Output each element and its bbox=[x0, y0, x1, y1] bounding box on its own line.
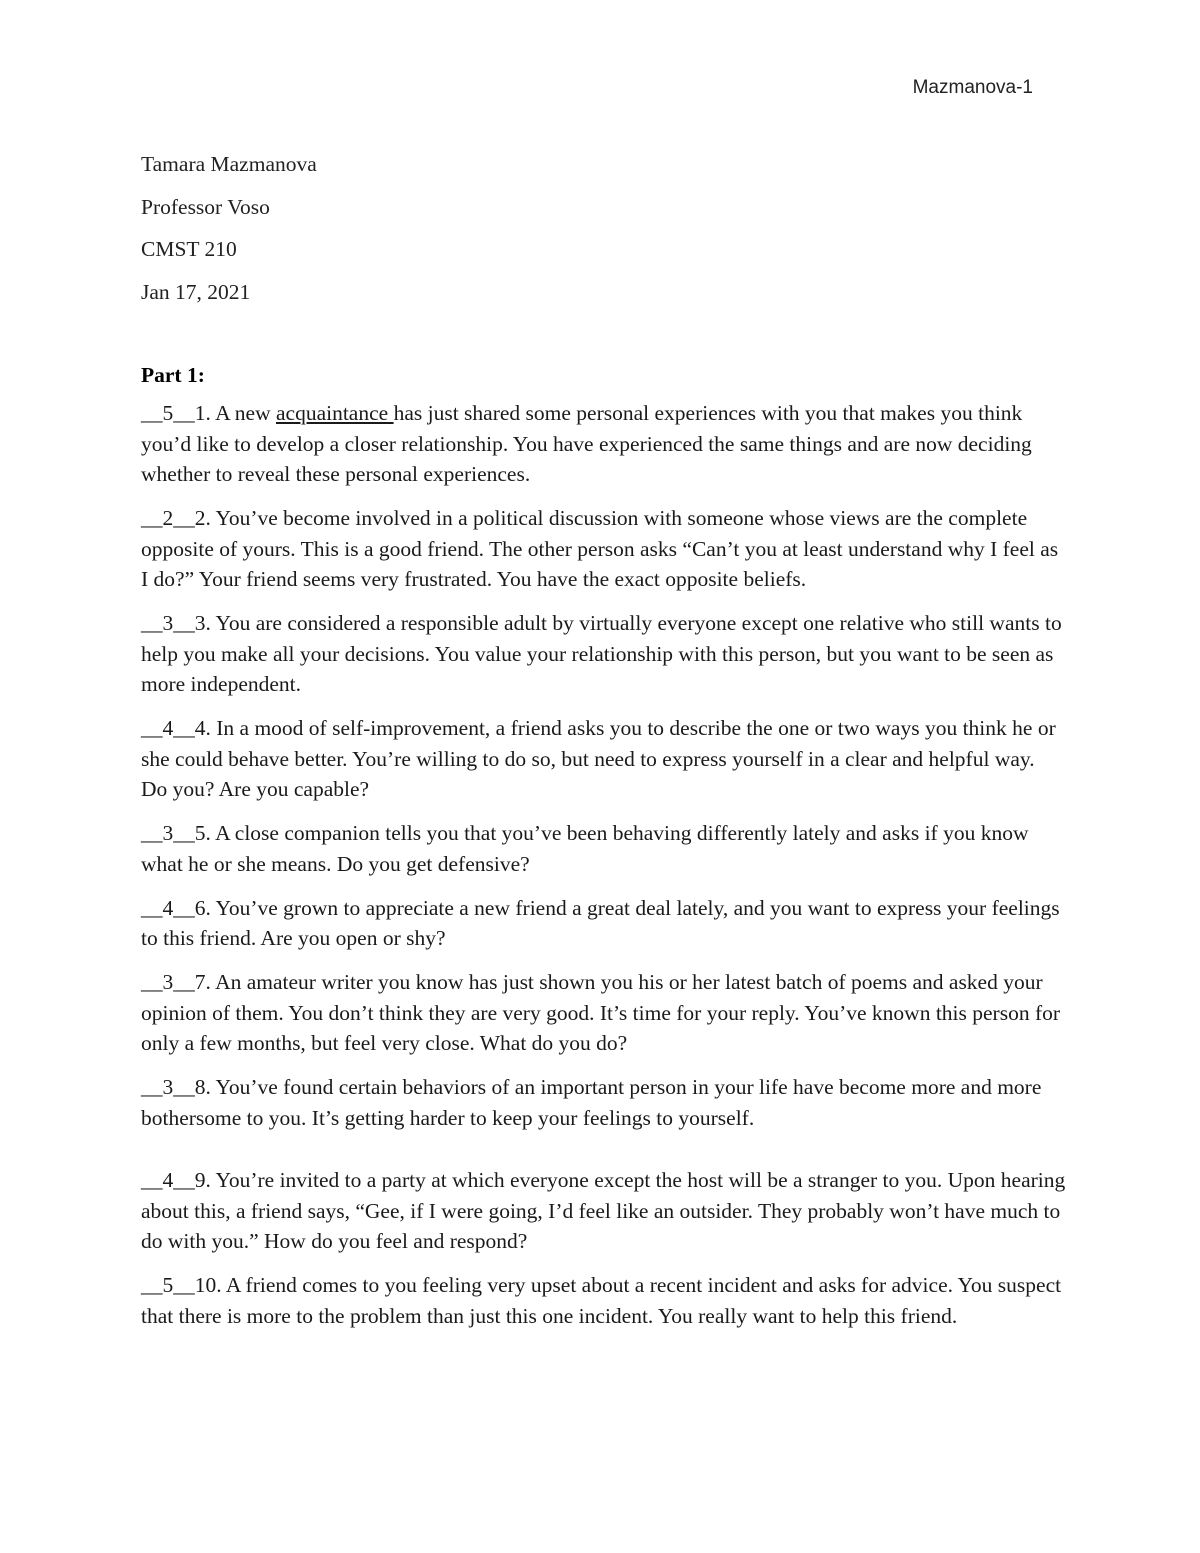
question-2: __2__2. You’ve become involved in a political discussion with someone whose views are the complete opposite of yours. This is a good friend. The other person asks “Can’t you at least understand why I feel as I do?” Your friend seems very frustrated. You have the exact opposite beliefs. bbox=[141, 506, 1059, 591]
question-6: __4__6. You’ve grown to appreciate a new friend a great deal lately, and you want to express your feelings to this friend. Are you open or shy? bbox=[141, 895, 1060, 950]
mla-heading bbox=[141, 150, 1061, 320]
student-name: Tamara Mazmanova bbox=[141, 152, 317, 176]
question-5: __3__5. A close companion tells you that you’ve been behaving differently lately and asks if you know what he or she means. Do you get defensive? bbox=[141, 821, 1029, 876]
question-8: __3__8. You’ve found certain behaviors of an important person in your life have become more and more bothersome to you. It’s getting harder to keep your feelings to yourself. bbox=[141, 1075, 1042, 1130]
question-3: __3__3. You are considered a responsible adult by virtually everyone except one relative who still wants to help you make all your decisions. You value your relationship with this person, but you want to be seen as more independent. bbox=[141, 611, 1062, 696]
question-9: __4__9. You’re invited to a party at which everyone except the host will be a stranger to you. Upon hearing about this, a friend says, “Gee, if I were going, I’d feel like an outsider. They probably won’t have much to do with you.” How do you feel and respond? bbox=[141, 1168, 1066, 1253]
question-10: __5__10. A friend comes to you feeling very upset about a recent incident and asks for advice. You suspect that there is more to the problem than just this one incident. You really want to help this friend. bbox=[141, 1273, 1062, 1328]
underlined-word: acquaintance bbox=[275, 401, 394, 425]
professor-name: Professor Voso bbox=[141, 194, 270, 219]
question-1-rest: has just shared some personal experiences with you that makes you think you’d like to develop a closer relationship. You have experienced the same things and are now deciding whether to reveal these personal experiences. bbox=[141, 401, 1032, 486]
part-title: Part 1: bbox=[141, 363, 205, 387]
page-header-label: Mazmanova-1 bbox=[912, 77, 1033, 98]
question-4: __4__4. In a mood of self-improvement, a friend asks you to describe the one or two ways you think he or she could behave better. You’re willing to do so, but need to express yourself in a clear and helpful way. Do you? Are you capable? bbox=[141, 716, 1056, 801]
question-7: __3__7. An amateur writer you know has just shown you his or her latest batch of poems and asked your opinion of them. You don’t think they are very good. It’s time for your reply. You’ve known this person for only a few months, but feel very close. What do you do? bbox=[141, 970, 1061, 1055]
question-list bbox=[141, 398, 1066, 1345]
question-1 bbox=[141, 398, 1066, 490]
question-1-prefix: __5__1. A new bbox=[141, 401, 276, 425]
assignment-date: Jan 17, 2021 bbox=[141, 279, 251, 304]
course-code: CMST 210 bbox=[141, 237, 237, 261]
